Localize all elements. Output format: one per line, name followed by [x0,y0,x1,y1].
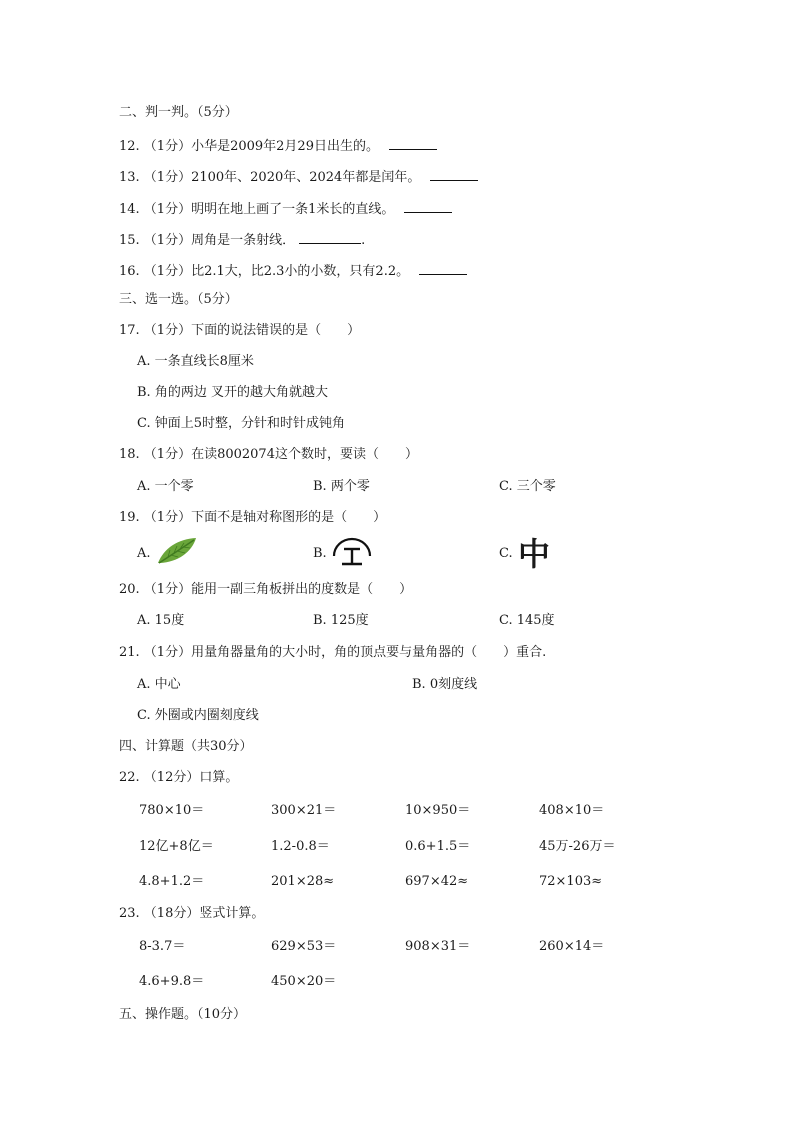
question-suffix: . [361,233,366,248]
question-17-stem: 17. （1分）下面的说法错误的是（ ） [119,323,361,338]
section-heading-choice: 三、选一选。（5分） [119,292,238,307]
question-text: 15. （1分）周角是一条射线． [119,233,296,248]
vertical-calc-item: 908×31＝ [405,939,471,954]
q18-option-b[interactable]: B. 两个零 [313,479,370,494]
mental-calc-item: 0.6+1.5＝ [405,839,471,854]
vertical-calc-item: 8-3.7＝ [139,939,186,954]
mental-calc-item: 408×10＝ [539,803,605,818]
mental-calc-item: 4.8+1.2＝ [139,874,205,889]
vertical-calc-item: 629×53＝ [271,939,337,954]
leaf-icon [156,536,198,570]
question-12 [119,135,437,156]
answer-blank[interactable] [404,198,452,213]
mental-calc-item: 45万-26万＝ [539,839,616,854]
mental-calc-item: 780×10＝ [139,803,205,818]
question-16 [119,260,467,281]
question-23-stem: 23. （18分）竖式计算。 [119,906,265,921]
vertical-calc-item: 450×20＝ [271,974,337,989]
question-14 [119,198,452,219]
question-text: 16. （1分）比2.1大，比2.3小的小数，只有2.2。 [119,264,410,279]
question-text: 12. （1分）小华是2009年2月29日出生的。 [119,139,379,154]
q19-option-b[interactable]: B. [313,546,327,561]
vertical-calc-item: 4.6+9.8＝ [139,974,205,989]
q20-option-b[interactable]: B. 125度 [313,613,369,628]
q18-option-a[interactable]: A. 一个零 [137,479,194,494]
q18-option-c[interactable]: C. 三个零 [499,479,556,494]
vertical-calc-item: 260×14＝ [539,939,605,954]
question-19-stem: 19. （1分）下面不是轴对称图形的是（ ） [119,510,387,525]
q17-option-c[interactable]: C. 钟面上5时整，分针和时针成钝角 [137,416,346,431]
zhong-character: 中 [518,535,551,573]
q19-option-a[interactable]: A. [137,546,151,561]
q21-option-b[interactable]: B. 0刻度线 [412,677,478,692]
mental-calc-item: 201×28≈ [271,874,335,889]
mental-calc-item: 72×103≈ [539,874,603,889]
answer-blank[interactable] [389,135,437,150]
question-15 [119,229,365,250]
question-18-stem: 18. （1分）在读8002074这个数时，要读（ ） [119,447,418,462]
mental-calc-item: 1.2-0.8＝ [271,839,330,854]
section-heading-judge: 二、判一判。（5分） [119,105,238,120]
answer-blank[interactable] [419,260,467,275]
mental-calc-item: 697×42≈ [405,874,469,889]
answer-blank[interactable] [299,229,361,244]
question-text: 13. （1分）2100年、2020年、2024年都是闰年。 [119,170,421,185]
mental-calc-item: 12亿+8亿＝ [139,839,214,854]
q20-option-a[interactable]: A. 15度 [137,613,185,628]
answer-blank[interactable] [430,166,478,181]
question-22-stem: 22. （12分）口算。 [119,770,239,785]
q21-option-a[interactable]: A. 中心 [137,677,181,692]
q20-option-c[interactable]: C. 145度 [499,613,555,628]
q19-option-c[interactable]: C. [499,546,513,561]
umbrella-symbol-icon [330,536,374,574]
question-20-stem: 20. （1分）能用一副三角板拼出的度数是（ ） [119,582,413,597]
mental-calc-item: 300×21＝ [271,803,337,818]
question-13 [119,166,478,187]
section-heading-calculation: 四、计算题（共30分） [119,739,253,754]
section-heading-operation: 五、操作题。（10分） [119,1007,247,1022]
q21-option-c[interactable]: C. 外圈或内圈刻度线 [137,708,259,723]
q17-option-b[interactable]: B. 角的两边 叉开的越大角就越大 [137,385,328,400]
question-text: 14. （1分）明明在地上画了一条1米长的直线。 [119,202,395,217]
q17-option-a[interactable]: A. 一条直线长8厘米 [137,354,254,369]
mental-calc-item: 10×950＝ [405,803,471,818]
question-21-stem: 21. （1分）用量角器量角的大小时，角的顶点要与量角器的（ ）重合. [119,645,547,660]
